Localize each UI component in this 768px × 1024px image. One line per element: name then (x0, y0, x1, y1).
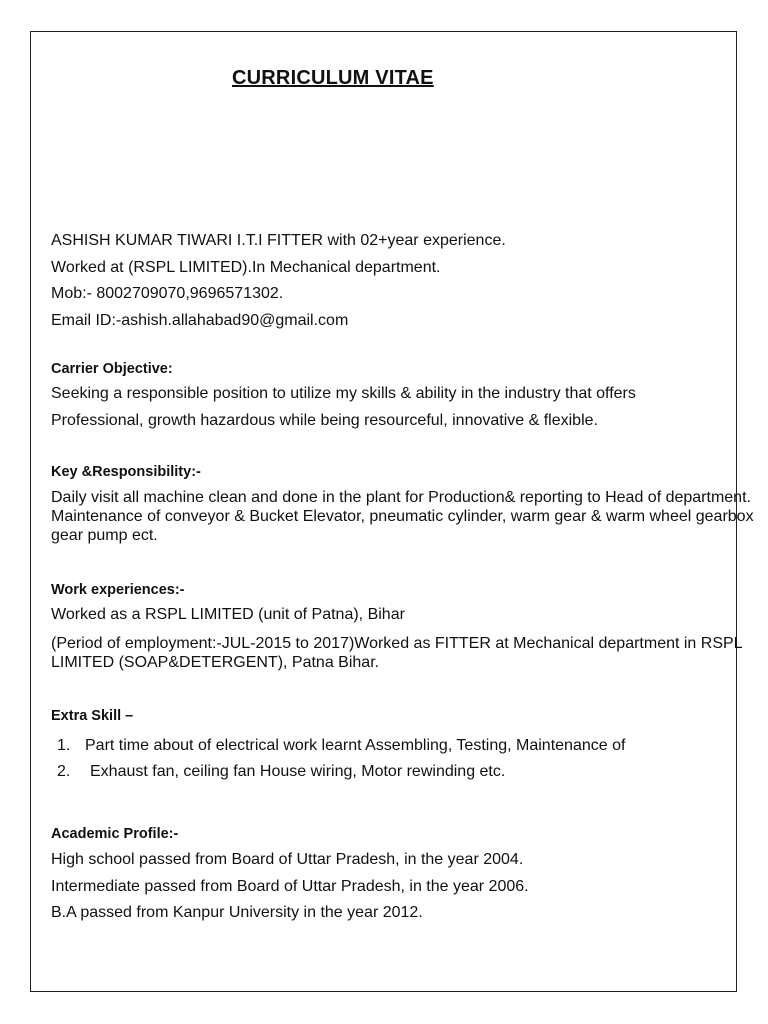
work-period-text: (Period of employment:-JUL-2015 to 2017)Worked as FITTER at Mechanical department in RSPL LIMITED (SOAP&DETERGENT), Patna Bihar. (51, 635, 742, 671)
work-line-1: Worked as a RSPL LIMITED (unit of Patna), Bihar (51, 606, 405, 623)
objective-heading: Carrier Objective: (51, 361, 173, 377)
academic-line-1: High school passed from Board of Uttar Pradesh, in the year 2004. (51, 851, 524, 868)
academic-line-3: B.A passed from Kanpur University in the year 2012. (51, 904, 423, 921)
objective-line-1: Seeking a responsible position to utilize my skills & ability in the industry that offers (51, 385, 636, 402)
work-heading: Work experiences:- (51, 582, 185, 598)
list-item-number: 2. (57, 763, 71, 780)
list-item-text: Part time about of electrical work learnt Assembling, Testing, Maintenance of (85, 737, 626, 754)
contact-email-line: Email ID:-ashish.allahabad90@gmail.com (51, 312, 349, 329)
contact-mobile-line: Mob:- 8002709070,9696571302. (51, 285, 284, 302)
academic-heading: Academic Profile:- (51, 826, 179, 842)
academic-line-2: Intermediate passed from Board of Uttar Pradesh, in the year 2006. (51, 878, 529, 895)
responsibility-text: Daily visit all machine clean and done in the plant for Production& reporting to Head of department. Maintenance of conveyor & Bucket Elevator, pneumatic cylinder, warm gear & warm wheel gearbox gear pump ect. (51, 489, 754, 544)
responsibility-heading: Key &Responsibility:- (51, 464, 201, 480)
contact-name-line: ASHISH KUMAR TIWARI I.T.I FITTER with 02+year experience. (51, 232, 506, 249)
extra-skill-heading: Extra Skill – (51, 708, 134, 724)
list-item-text: Exhaust fan, ceiling fan House wiring, Motor rewinding etc. (90, 763, 506, 780)
contact-work-line: Worked at (RSPL LIMITED).In Mechanical department. (51, 259, 441, 276)
document-title: CURRICULUM VITAE (232, 67, 434, 89)
objective-line-2: Professional, growth hazardous while being resourceful, innovative & flexible. (51, 412, 598, 429)
list-item-number: 1. (57, 737, 71, 754)
